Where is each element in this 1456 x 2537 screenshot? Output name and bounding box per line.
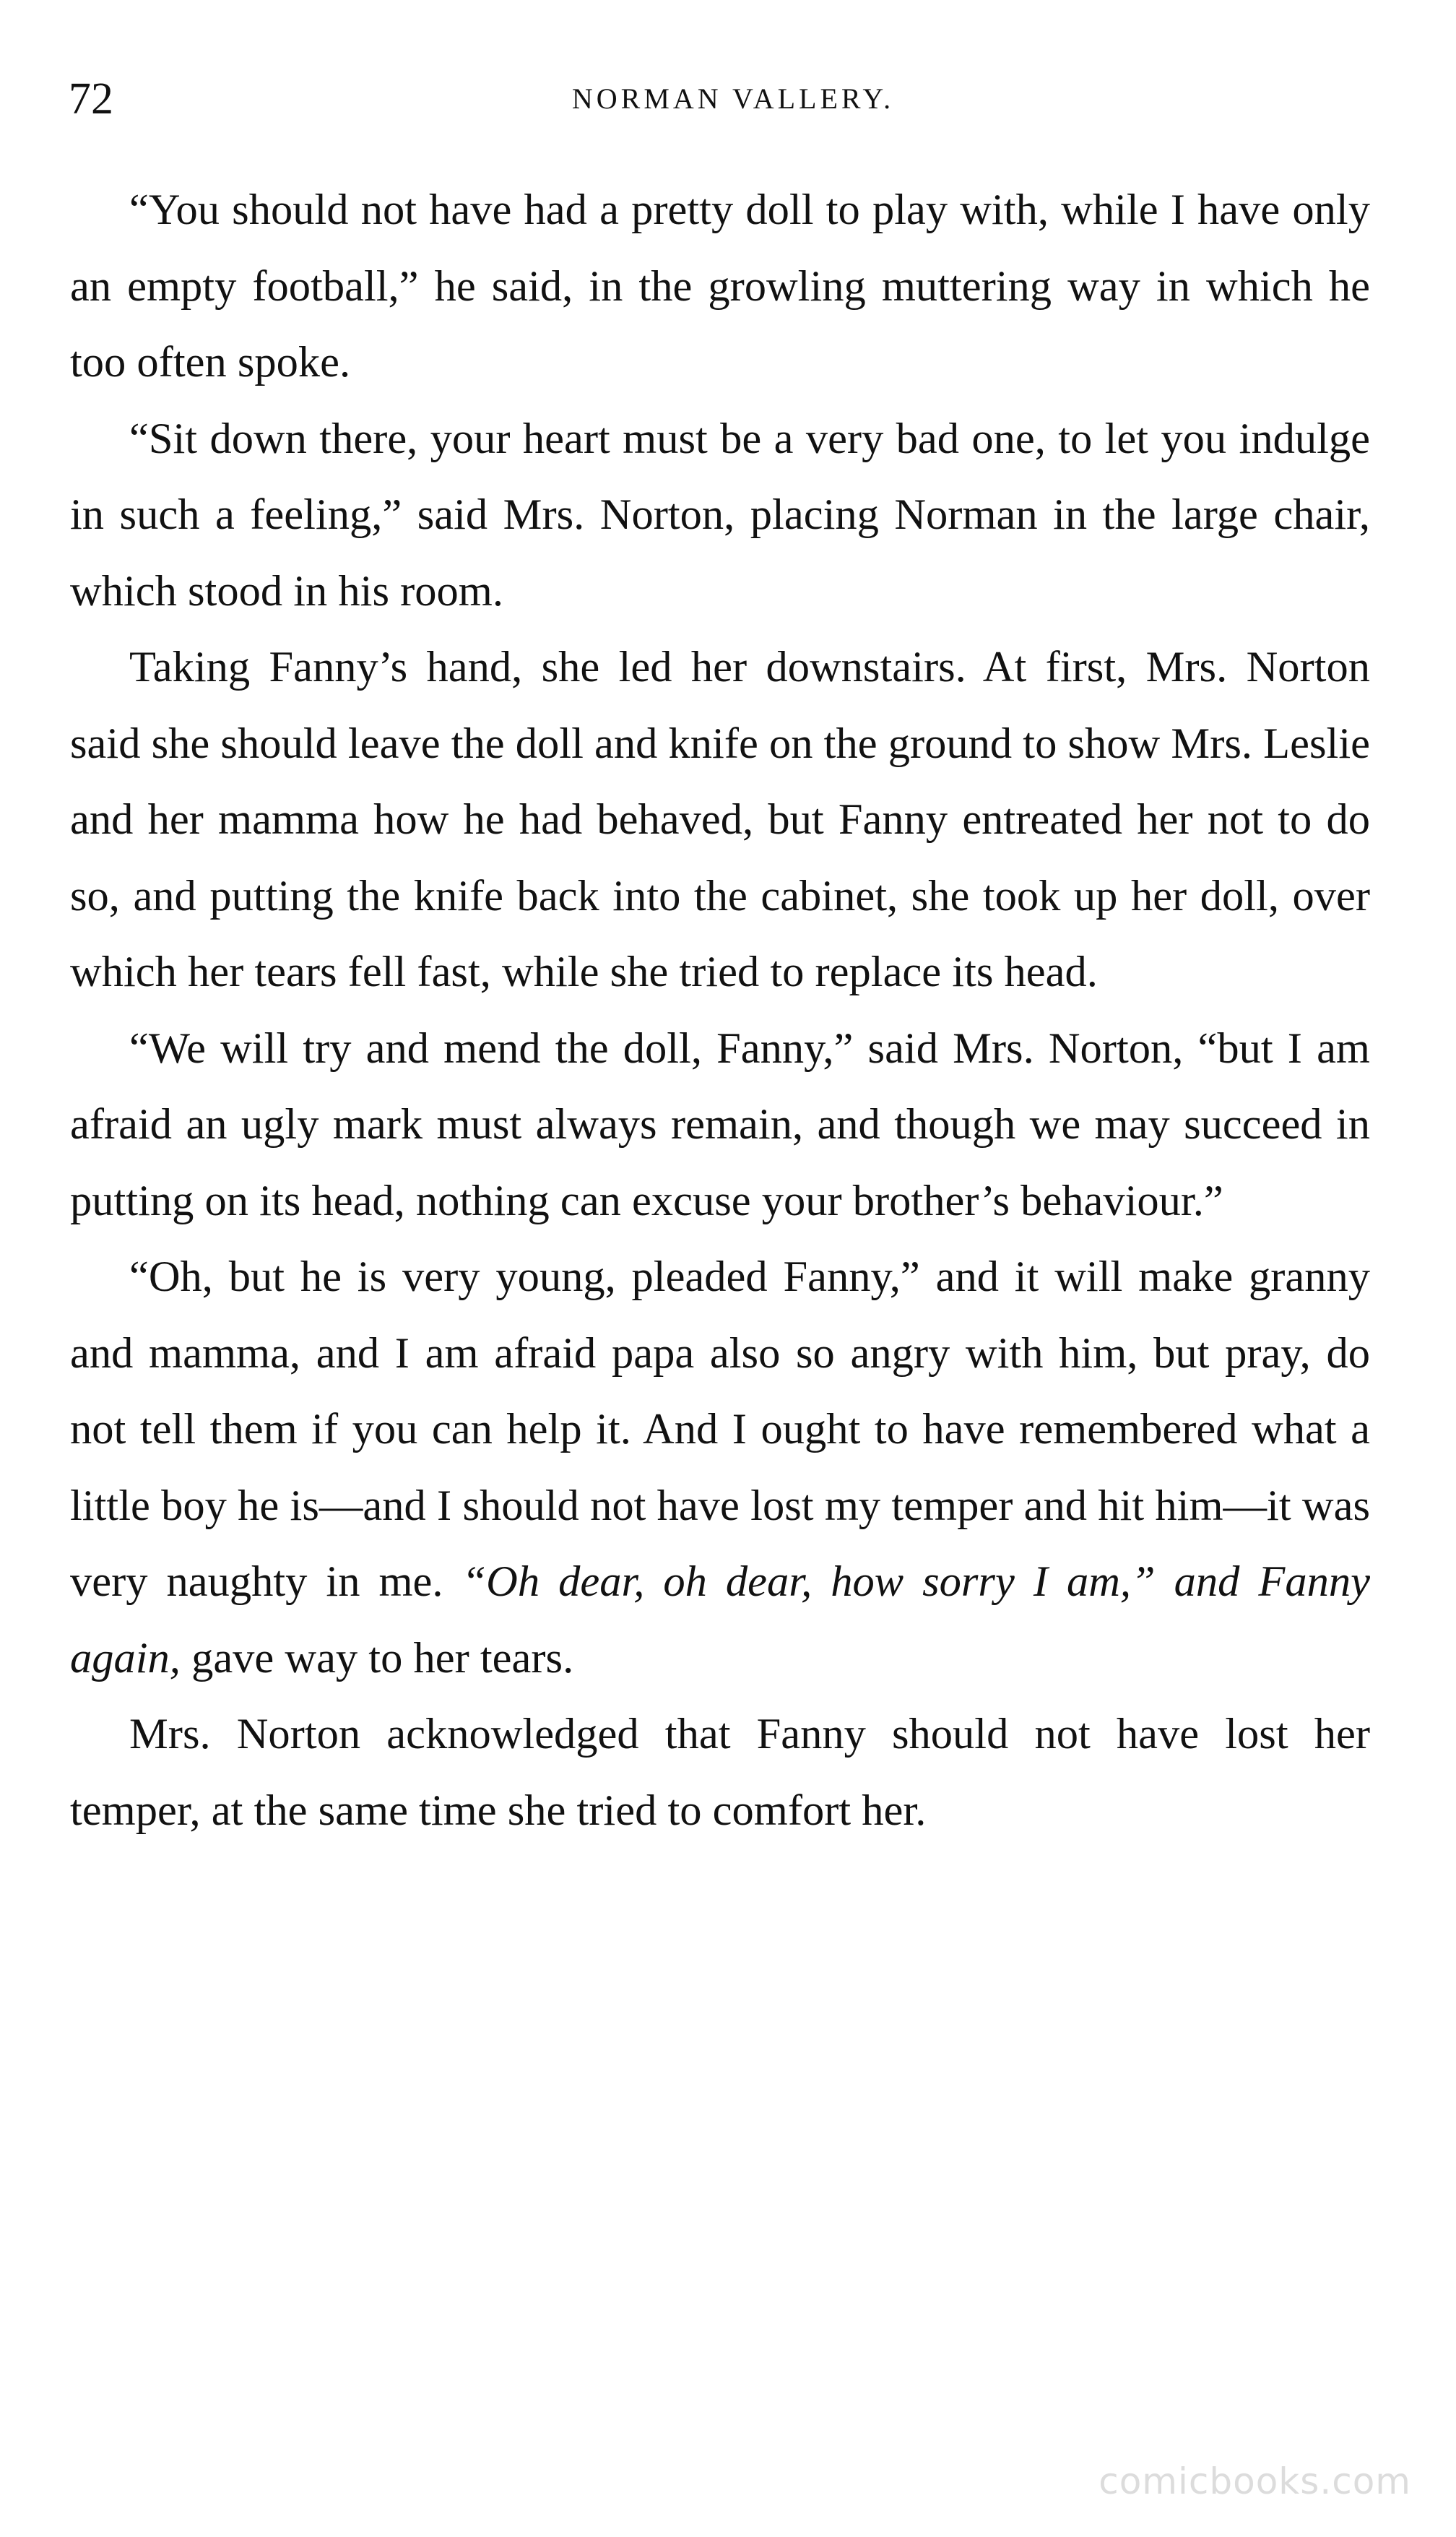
paragraph-1: “You should not have had a pretty doll to play with, while I have only an empty football,” he said, in the growling muttering way in which he too often spoke. [70,186,1370,386]
paragraph-4: “We will try and mend the doll, Fanny,” said Mrs. Norton, “but I am afraid an ugly mark must always remain, and though we may succeed in putting on its head, nothing can excuse your brother’s behaviour.” [70,1024,1370,1225]
body-text [70,172,1370,1849]
paragraph-5 [70,1239,1370,1696]
paragraph-6: Mrs. Norton acknowledged that Fanny should not have lost her temper, at the same time she tried to comfort her. [70,1710,1370,1835]
page-number: 72 [69,74,113,124]
running-title: NORMAN VALLERY. [571,82,895,115]
paragraph-2: “Sit down there, your heart must be a very bad one, to let you indulge in such a feeling,” said Mrs. Norton, placing Norman in the large chair, which stood in his room. [70,414,1370,615]
paragraph-5-ending: gave way to her tears. [180,1633,574,1682]
running-head [69,66,1369,131]
paragraph-5-italic-text: “Oh dear, oh dear, how sorry I am,” and Fanny again, [70,1557,1370,1682]
paragraph-3: Taking Fanny’s hand, she led her downstairs. At first, Mrs. Norton said she should leave the doll and knife on the ground to show Mrs. Leslie and her mamma how he had behaved, but Fanny entreated her not to do so, and putting the knife back into the cabinet, she took up her doll, over which her tears fell fast, while she tried to replace its head. [70,643,1370,996]
watermark: comicbooks.com [1098,2460,1411,2502]
paragraph-5-text: “Oh, but he is very young, pleaded Fanny,” and it will make granny and mamma, and I am afraid papa also so angry with him, but pray, do not tell them if you can help it. And I ought to have remembered what a little boy he is—and I should not have lost my temper and hit him—it was very naughty in me. [70,1253,1370,1606]
